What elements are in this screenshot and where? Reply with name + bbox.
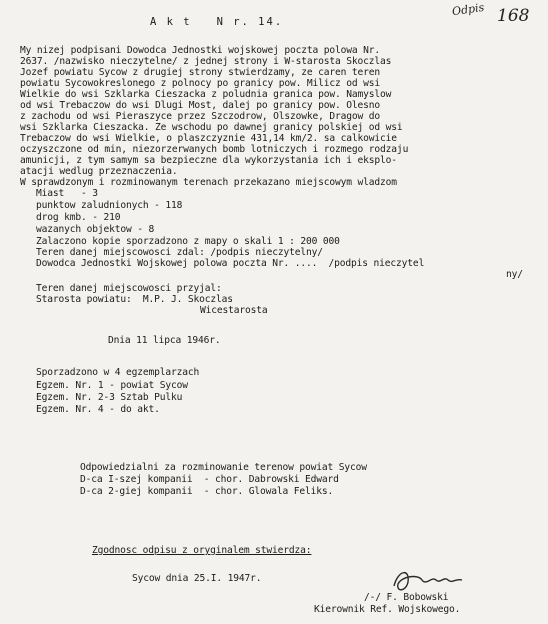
map-note: Zalaczono kopie sporzadzono z mapy o skali 1 : 200 000	[36, 236, 340, 247]
responsible-intro: Odpowiedzialni za rozminowanie terenow powiat Sycow	[80, 462, 367, 473]
stat-line: drog kmb. - 210	[36, 212, 121, 223]
document-title: A k t N r. 14.	[150, 16, 284, 28]
body-line: My nizej podpisani Dowodca Jednostki wojskowej poczta polowa Nr.	[20, 45, 381, 56]
commander-line: Dowodca Jednostki Wojskowej polowa poczta Nr. .... /podpis nieczytel	[36, 258, 425, 269]
body-line: Wielkie do wsi Szklarka Cieszacka z poludnia granica pow. Namyslow	[20, 89, 392, 100]
body-line: 2637. /nazwisko nieczytelne/ z jednej strony i W-starosta Skoczlas	[20, 56, 392, 67]
responsible-line: D-ca 2-giej kompanii - chor. Glowala Feliks.	[80, 486, 334, 497]
stat-line: Miast - 3	[36, 188, 98, 199]
body-line: wsi Szklarka Cieszacka. Ze wschodu po dawnej granicy polskiej od wsi	[20, 122, 403, 133]
copy-line: Egzem. Nr. 4 - do akt.	[36, 404, 160, 415]
body-line: z zachodu od wsi Pieraszyce przez Szczodrow, Olszowke, Dragow do	[20, 111, 381, 122]
responsible-line: D-ca I-szej kompanii - chor. Dabrowski Edward	[80, 474, 339, 485]
body-line: atacji wedlug przeznaczenia.	[20, 166, 178, 177]
sycow-date: Sycow dnia 25.I. 1947r.	[132, 573, 262, 584]
signer-name: /-/ F. Bobowski	[364, 592, 449, 603]
stat-line: punktow zaludnionych - 118	[36, 200, 183, 211]
body-line: Trebaczow do wsi Wielkie, o plaszczyznie 431,14 km/2. sa calkowicie	[20, 133, 397, 144]
body-line: powiatu Sycowokreslonego z polnocy po granicy pow. Milicz od wsi	[20, 78, 381, 89]
document-date: Dnia 11 lipca 1946r.	[108, 335, 221, 346]
body-line: Jozef powiatu Sycow z drugiej strony stwierdzamy, ze caren teren	[20, 67, 381, 78]
commander-line-cont: ny/	[506, 269, 523, 280]
handwritten-odpis-note: Odpis	[451, 0, 486, 19]
page-number: 168	[497, 6, 530, 26]
received-line: Teren danej miejscowosci przyjal:	[36, 283, 222, 294]
body-line: amunicji, z tym samym sa bezpieczne dla wykorzystania ich i eksplo-	[20, 155, 397, 166]
wicestarosta-label: Wicestarosta	[200, 305, 268, 316]
handover-line: Teren danej miejscowosci zdal: /podpis nieczytelny/	[36, 247, 323, 258]
body-line: od wsi Trebaczow do wsi Dlugi Most, dalej po granicy pow. Olesno	[20, 100, 381, 111]
body-line: W sprawdzonym i rozminowanym terenach przekazano miejscowym wladzom	[20, 177, 397, 188]
copy-line: Egzem. Nr. 2-3 Sztab Pulku	[36, 392, 183, 403]
copy-line: Egzem. Nr. 1 - powiat Sycow	[36, 380, 188, 391]
signer-title: Kierownik Ref. Wojskowego.	[314, 604, 461, 615]
stat-line: wazanych objektow - 8	[36, 224, 155, 235]
certification-line: Zgodnosc odpisu z oryginalem stwierdza:	[92, 545, 312, 556]
body-line: oczyszczone od min, niezorzerwanych bomb lotniczych i rozmego rodzaju	[20, 144, 409, 155]
starosta-line: Starosta powiatu: M.P. J. Skoczlas	[36, 294, 233, 305]
copies-intro: Sporzadzono w 4 egzemplarzach	[36, 367, 200, 378]
